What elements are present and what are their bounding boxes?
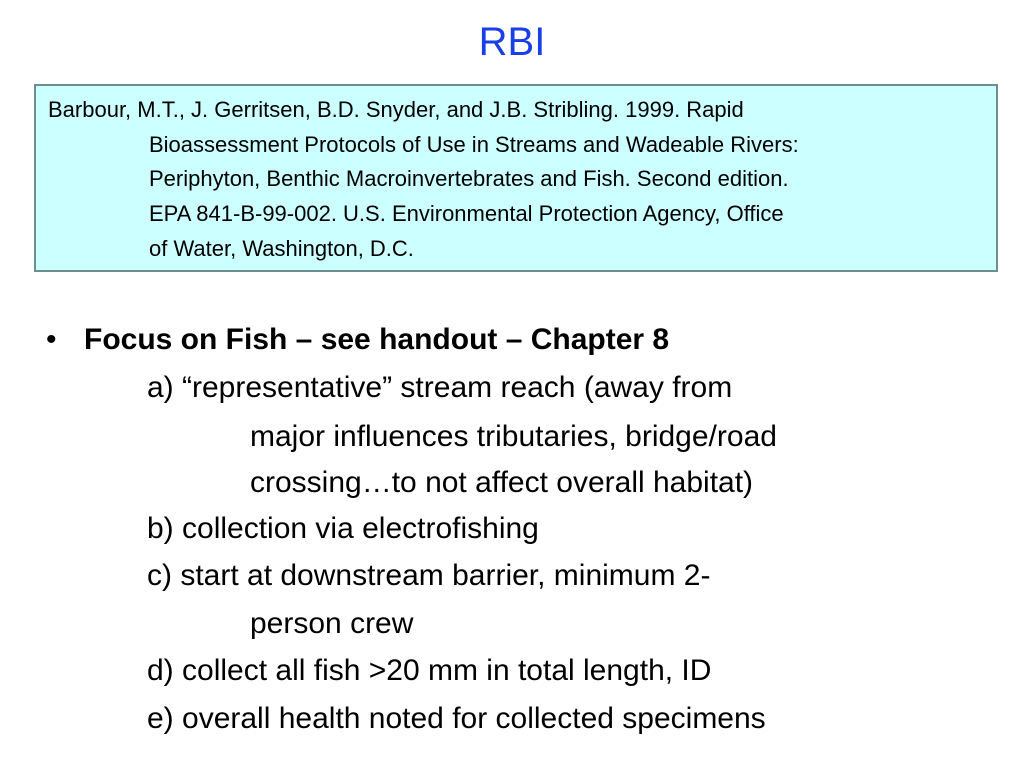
list-item: b) collection via electrofishing [147,512,539,545]
list-item: e) overall health noted for collected specimens [147,702,766,735]
list-item: c) start at downstream barrier, minimum 2- [147,559,711,592]
reference-line-4: EPA 841-B-99-002. U.S. Environmental Protection Agency, Office [149,201,784,226]
list-item: major influences tributaries, bridge/road [250,420,777,453]
reference-line-1: Barbour, M.T., J. Gerritsen, B.D. Snyder, and J.B. Stribling. 1999. Rapid [48,97,744,122]
list-item: d) collect all fish >20 mm in total length, ID [147,654,712,687]
list-item: person crew [250,607,414,640]
bullet-marker: • [46,323,57,356]
bullet-heading: Focus on Fish – see handout – Chapter 8 [84,323,670,356]
slide-title: RBI [478,20,546,64]
reference-line-2: Bioassessment Protocols of Use in Streams and Wadeable Rivers: [149,132,799,157]
list-item: crossing…to not affect overall habitat) [250,466,754,499]
list-item: a) “representative” stream reach (away from [147,371,733,404]
reference-box [34,84,998,272]
reference-line-3: Periphyton, Benthic Macroinvertebrates and Fish. Second edition. [149,166,789,191]
reference-line-5: of Water, Washington, D.C. [149,236,414,261]
